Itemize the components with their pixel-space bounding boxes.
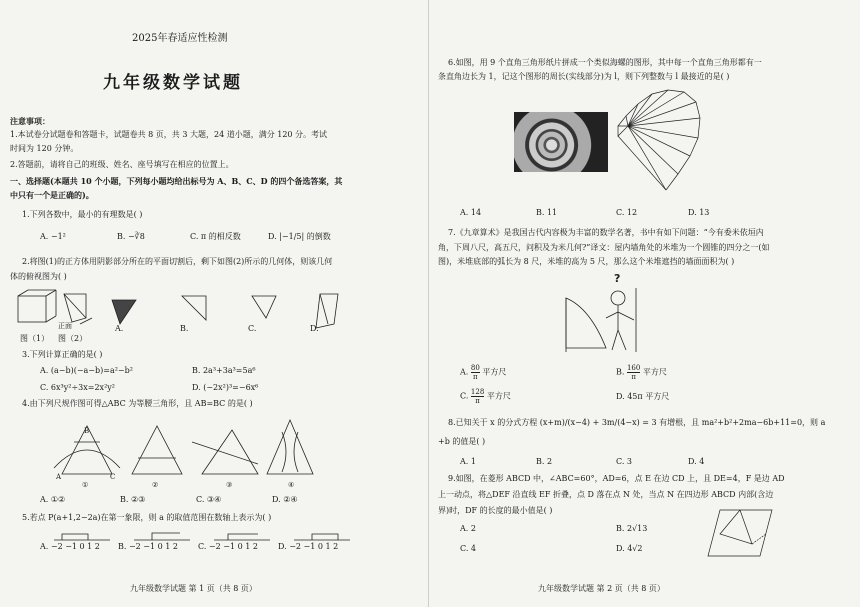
q4-label-4: ④ [288, 481, 295, 489]
q8-option-d: D. 4 [688, 457, 705, 466]
q7-a-fraction [471, 364, 480, 381]
q7-option-b: B. $\frac{160}{\pi}$ 平方尺 [616, 364, 667, 381]
q6-stem-1: 6.如图，用 9 个直角三角形纸片拼成一个类似海螺的图形，其中每一个直角三角形都有一 [448, 58, 762, 67]
q5-option-d: D. −2 −1 0 1 2 [278, 542, 339, 551]
q8-option-a: A. 1 [460, 457, 476, 466]
q1-stem: 1.下列各数中，最小的有理数是( ) [22, 210, 143, 219]
q5-number-lines [52, 530, 382, 544]
q9-option-b: B. 2√13 [616, 524, 648, 533]
q2-front-label: 正面 [58, 322, 72, 330]
q9-option-c: C. 4 [460, 544, 477, 553]
q4-option-c: C. ③④ [196, 495, 222, 504]
q6-spiral-figure [608, 86, 708, 204]
notice-heading: 注意事项： [10, 116, 50, 126]
q4-label-b1: B [84, 427, 90, 435]
q9-option-d: D. 4√2 [616, 544, 643, 553]
q2-stem-1: 2.将图(1)的正方体用阴影部分所在的平面切割后，剩下如图(2)所示的几何体，则该几何 [22, 257, 333, 266]
q6-option-b: B. 11 [536, 208, 558, 217]
q7-question-mark: ? [614, 272, 621, 285]
q7-b-num: 160 [626, 364, 641, 372]
q9-rhombus-figure [706, 504, 776, 562]
q7-a-unit: 平方尺 [482, 367, 507, 377]
q8-option-c: C. 3 [616, 457, 633, 466]
q3-option-c: C. 6x³y²÷3x=2x²y² [40, 383, 115, 392]
q2-fig-2-label: 图（2） [58, 334, 88, 343]
q1-option-a: A. −1² [40, 232, 66, 241]
q8-stem-1: 8.已知关于 x 的分式方程 (x+m)/(x−4) + 3m/(4−x) = 3 有增根，且 ma²+b²+2ma−6b+11=0，则 a [448, 418, 826, 427]
q4-label-a1: A [56, 473, 62, 481]
page-divider [428, 0, 429, 607]
q6-stem-2: 条直角边长为 1，记这个图形的周长(实线部分)为 l，则下列整数与 l 最接近的是( ) [438, 72, 730, 81]
q4-figures [52, 412, 322, 492]
q1-option-c: C. π 的相反数 [190, 232, 241, 241]
footer-page-1: 九年级数学试题 第 1 页（共 8 页） [130, 584, 257, 593]
q4-option-d: D. ②④ [272, 495, 298, 504]
q9-stem-3: 界)时，DF 的长度的最小值是( ) [438, 506, 553, 515]
nautilus-photo [514, 112, 608, 172]
q7-option-a: A. $\frac{80}{\pi}$ 平方尺 [460, 364, 507, 381]
q7-c-fraction [471, 388, 484, 405]
q9-stem-2: 上一动点，将△DEF 沿直线 EF 折叠，点 D 落在点 N 处，当点 N 在四边形 ABCD 内部(含边 [438, 490, 774, 499]
q6-option-c: C. 12 [616, 208, 638, 217]
q7-stem-3: 图)，米堆底部的弧长为 8 尺，米堆的高为 5 尺，那么这个米堆遮挡的墙面面积为( ) [438, 257, 735, 266]
q2-fig-1-label: 图（1） [20, 334, 50, 343]
q4-label-1: ① [82, 481, 89, 489]
q7-b-unit: 平方尺 [642, 367, 667, 377]
q2-option-a: A. [115, 324, 124, 333]
notice-1-line-2: 时间为 120 分钟。 [10, 144, 79, 153]
q9-option-a: A. 2 [460, 524, 476, 533]
section-1-heading-b: 中只有一个是正确的)。 [10, 190, 94, 200]
q5-option-b: B. −2 −1 0 1 2 [118, 542, 178, 551]
q7-figure [530, 268, 650, 358]
q8-option-b: B. 2 [536, 457, 553, 466]
q4-stem: 4.由下列尺规作图可得△ABC 为等腰三角形，且 AB=BC 的是( ) [22, 399, 253, 408]
q7-b-fraction [627, 364, 640, 381]
q6-option-a: A. 14 [460, 208, 482, 217]
q2-option-b: B. [180, 324, 189, 333]
q7-a-den: π [473, 373, 478, 381]
q7-b-den: π [631, 373, 636, 381]
q5-option-c: C. −2 −1 0 1 2 [198, 542, 258, 551]
notice-1-line-1: 1.本试卷分试题卷和答题卡，试题卷共 8 页，共 3 大题，24 道小题，满分 120 分。考试 [10, 130, 328, 139]
q3-option-d: D. (−2x²)³=−6x⁶ [192, 383, 259, 392]
q1-option-b: B. −∛8 [117, 232, 145, 241]
q5-option-a: A. −2 −1 0 1 2 [40, 542, 100, 551]
q3-option-b: B. 2a³+3a³=5a⁶ [192, 366, 256, 375]
section-1-heading-a: 一、选择题(本题共 10 个小题，下列每小题均给出标号为 A、B、C、D 的四个备选答案，其 [10, 176, 343, 186]
q7-option-d: D. 45π 平方尺 [616, 392, 670, 401]
q7-c-unit: 平方尺 [486, 391, 511, 401]
q7-c-den: π [475, 397, 480, 405]
footer-page-2: 九年级数学试题 第 2 页（共 8 页） [538, 584, 665, 593]
q2-option-d: D. [310, 324, 319, 333]
exam-title: 九年级数学试题 [103, 73, 243, 93]
q8-stem-2: +b 的值是( ) [438, 437, 486, 446]
page-2 [430, 0, 860, 607]
q7-c-num: 128 [470, 388, 485, 396]
q4-label-c1: C [110, 473, 116, 481]
q2-stem-2: 体的俯视图为( ) [10, 272, 67, 281]
q3-option-a: A. (a−b)(−a−b)=a²−b² [40, 366, 133, 375]
q1-option-d: D. |−1/5| 的倒数 [268, 232, 331, 241]
q7-stem-1: 7.《九章算术》是我国古代内容极为丰富的数学名著，书中有如下问题：“今有委米依垣内 [448, 228, 764, 237]
q4-label-2: ② [152, 481, 159, 489]
exam-subtitle: 2025年春适应性检测 [132, 33, 228, 44]
q6-option-d: D. 13 [688, 208, 710, 217]
q7-a-num: 80 [470, 364, 480, 372]
q4-label-3: ③ [226, 481, 233, 489]
q5-stem: 5.若点 P(a+1,2−2a)在第一象限，则 a 的取值范围在数轴上表示为( ) [22, 513, 272, 522]
q2-option-c: C. [248, 324, 257, 333]
notice-2: 2.答题前，请将自己的班级、姓名、座号填写在相应的位置上。 [10, 160, 234, 169]
q4-option-a: A. ①② [40, 495, 66, 504]
q3-stem: 3.下列计算正确的是( ) [22, 350, 103, 359]
q9-stem-1: 9.如图，在菱形 ABCD 中，∠ABC=60°，AD=6，点 E 在边 CD 上，且 DE=4，F 是边 AD [448, 474, 785, 483]
q7-stem-2: 角，下周八尺，高五尺，问积及为米几何?”译文：屋内墙角处的米堆为一个圆锥的四分之一(如 [438, 243, 770, 252]
q7-option-c: C. $\frac{128}{\pi}$ 平方尺 [460, 388, 511, 405]
page-1 [0, 0, 425, 607]
q4-option-b: B. ②③ [120, 495, 146, 504]
